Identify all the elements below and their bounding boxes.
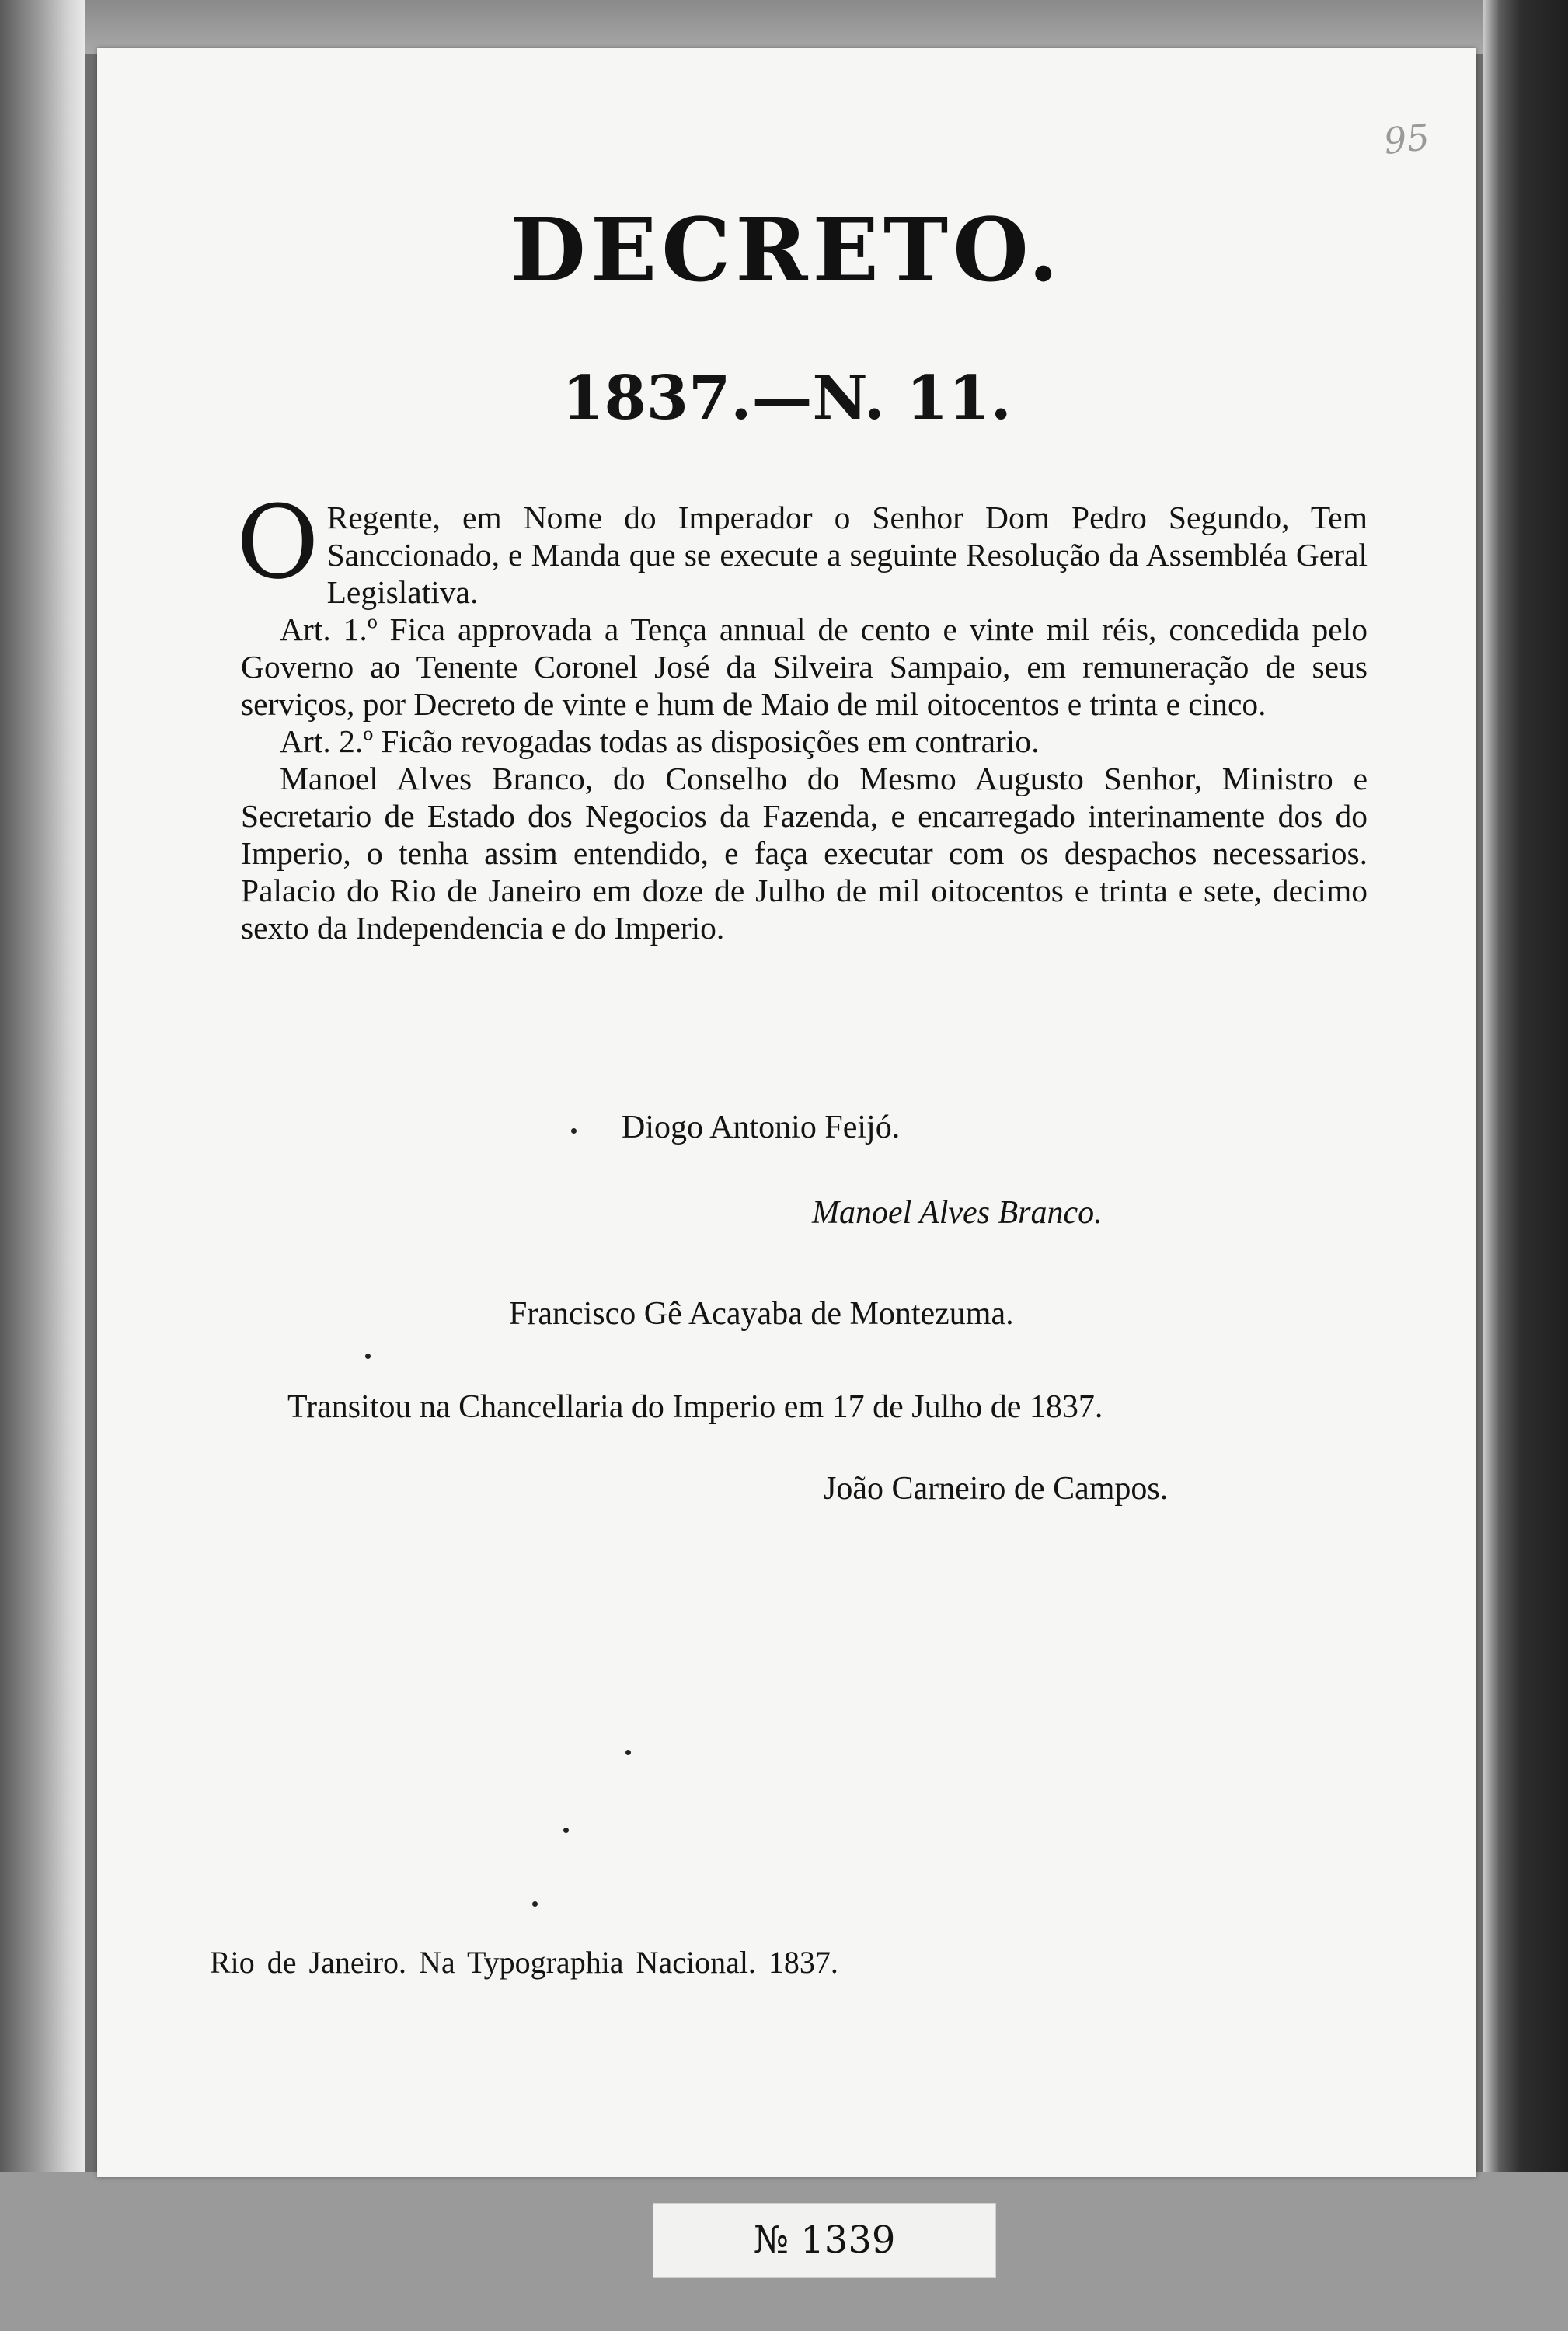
decree-body (236, 483, 1368, 946)
signature-regent: Diogo Antonio Feijó. (622, 1110, 901, 1145)
catalog-number-label: № 1339 (653, 2203, 996, 2278)
ink-speck (625, 1750, 631, 1755)
signature-registrar: João Carneiro de Campos. (824, 1471, 1169, 1507)
scan-background-top (0, 0, 1568, 54)
ink-speck (532, 1901, 538, 1907)
book-binding-edge (1483, 0, 1568, 2331)
printer-imprint: Rio de Janeiro. Na Typographia Nacional. 1837. (210, 1945, 838, 1980)
article-2: Art. 2.º Ficão revogadas todas as disposições em contrario. (280, 723, 1040, 759)
drop-cap: O (236, 483, 319, 601)
ink-speck (563, 1828, 569, 1833)
decree-title: DECRETO. (510, 200, 1064, 301)
chancellery-transit-note: Transitou na Chancellaria do Imperio em 17 de Julho de 1837. (287, 1389, 1103, 1425)
article-1: Art. 1.º Fica approvada a Tença annual de cento e vinte mil réis, concedida pelo Governo ao Tenente Coronel José da Silveira Sampaio, em remuneração de seus serviços, por Decreto de vinte e hum de Maio de mil oitocentos e trinta e cinco. (241, 611, 1368, 722)
signature-chancellor: Francisco Gê Acayaba de Montezuma. (509, 1296, 1014, 1332)
ink-speck (571, 1128, 577, 1134)
folio-number: 95 (1382, 116, 1432, 162)
document-page (97, 48, 1476, 2177)
preamble-paragraph (236, 483, 1368, 611)
left-page-edge (0, 0, 85, 2331)
signature-minister: Manoel Alves Branco. (812, 1195, 1103, 1231)
enactment-paragraph: Manoel Alves Branco, do Conselho do Mesmo Augusto Senhor, Ministro e Secretario de Estado dos Negocios da Fazenda, e encarregado interinamente dos do Imperio, o tenha assim entendido, e faça executar com os despachos necessarios. Palacio do Rio de Janeiro em doze de Julho de mil oitocentos e trinta e sete, decimo sexto da Independencia e do Imperio. (241, 761, 1368, 946)
ink-speck (365, 1354, 371, 1359)
preamble-text: Regente, em Nome do Imperador o Senhor Dom Pedro Segundo, Tem Sanccionado, e Manda que se execute a seguinte Resolução da Assembléa Geral Legislativa. (326, 500, 1368, 610)
decree-number: 1837.—N. 11. (562, 363, 1012, 434)
